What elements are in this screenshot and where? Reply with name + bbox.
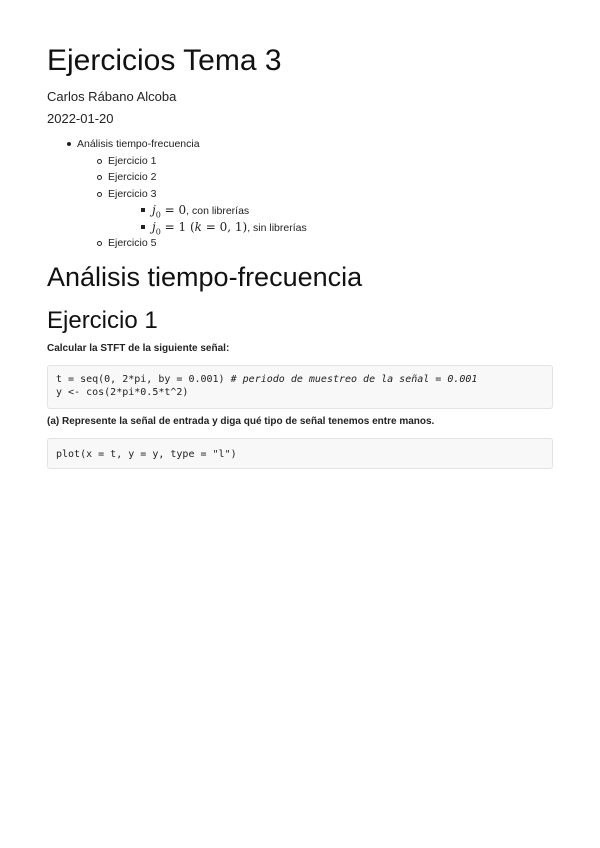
toc-link-ejercicio-5[interactable]: Ejercicio 5 [47, 235, 307, 252]
code-line: t = seq(0, 2*pi, by = 0.001) [56, 374, 231, 385]
toc-link-analisis[interactable]: Análisis tiempo-frecuencia [47, 136, 307, 153]
code-line: y <- cos(2*pi*0.5*t^2) [56, 387, 189, 398]
date: 2022-01-20 [47, 111, 114, 126]
toc-link-j0-sin-librerias[interactable] [47, 219, 307, 236]
toc-link-j0-con-librerias[interactable] [47, 202, 307, 219]
math-expression: $j_0 = 1$ (k = 0, 1) [152, 219, 248, 236]
table-of-contents [47, 136, 307, 252]
question-prompt: (a) Represente la señal de entrada y diga qué tipo de señal tenemos entre manos. [47, 416, 435, 427]
toc-item-label: , con librerías [186, 205, 250, 217]
code-comment: # periodo de muestreo de la señal = 0.001 [230, 374, 478, 385]
math-expression: $j_0 = 0$ [152, 203, 187, 220]
document-title: Ejercicios Tema 3 [47, 44, 282, 77]
toc-item-label: , sin librerías [247, 221, 307, 234]
code-line: plot(x = t, y = y, type = "l") [56, 449, 237, 460]
exercise-prompt: Calcular la STFT de la siguiente señal: [47, 343, 230, 354]
toc-link-ejercicio-1[interactable]: Ejercicio 1 [47, 153, 307, 170]
section-heading: Análisis tiempo-frecuencia [47, 262, 363, 292]
exercise-heading: Ejercicio 1 [47, 307, 158, 334]
toc-link-ejercicio-3[interactable]: Ejercicio 3 [47, 186, 307, 203]
author: Carlos Rábano Alcoba [47, 89, 177, 104]
code-block[interactable] [47, 438, 553, 469]
code-block[interactable] [47, 365, 553, 409]
toc-link-ejercicio-2[interactable]: Ejercicio 2 [47, 169, 307, 186]
